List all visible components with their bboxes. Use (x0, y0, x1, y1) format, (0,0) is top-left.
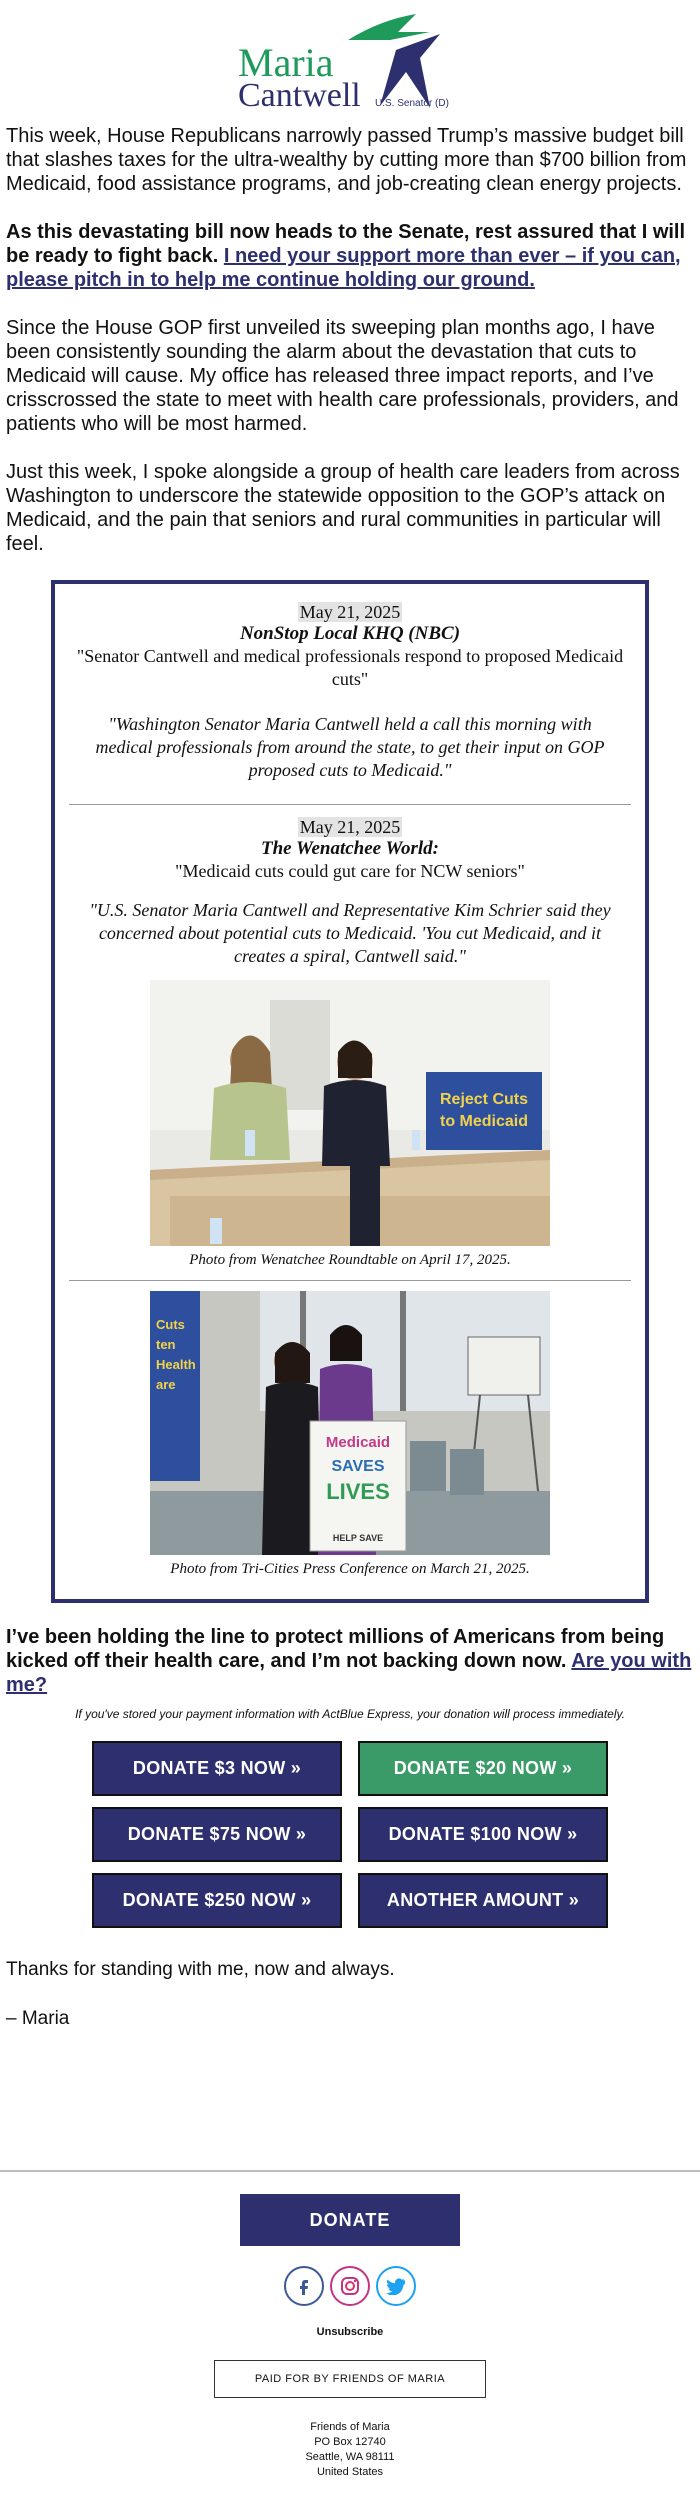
logo-line2: Cantwell (238, 77, 361, 114)
press-headline: "Senator Cantwell and medical professionals respond to proposed Medicaid cuts" (76, 646, 624, 689)
press-date: May 21, 2025 (299, 602, 401, 622)
are-you-with-me-link[interactable]: Are you with me? (6, 1650, 692, 1696)
press-item (69, 815, 631, 980)
poster-line3: LIVES (326, 1479, 390, 1504)
intro-paragraph-2 (0, 220, 700, 292)
donate-100-button[interactable]: DONATE $100 NOW » (358, 1807, 608, 1862)
press-item (69, 600, 631, 794)
press-coverage-box (51, 580, 649, 1603)
donate-75-button[interactable]: DONATE $75 NOW » (92, 1807, 342, 1862)
intro-paragraph-1: This week, House Republicans narrowly passed Trump’s massive budget bill that slashes taxes for the ultra-wealthy by cutting more than $700 billion from Medicaid, food assistance programs, and job-creating clean energy projects. (6, 125, 687, 195)
photo-caption: Photo from Tri-Cities Press Conference on March 21, 2025. (170, 1561, 530, 1577)
poster-line4: HELP SAVE (332, 1533, 384, 1543)
press-outlet: NonStop Local KHQ (NBC) (239, 623, 461, 644)
maria-cantwell-logo-icon (230, 10, 470, 120)
footer-donate-button[interactable]: DONATE (240, 2194, 460, 2246)
poster-line2: SAVES (331, 1458, 385, 1475)
email-footer (0, 2172, 700, 2488)
cta-bold-text: I’ve been holding the line to protect millions of Americans from being kicked off their health care, and I’m not backing down now. (6, 1626, 665, 1672)
intro-bold-text: As this devastating bill now heads to the Senate, rest assured that I will be ready to fight back. (6, 221, 686, 267)
paid-for-disclaimer: PAID FOR BY FRIENDS OF MARIA (214, 2360, 486, 2398)
logo-line1: Maria (238, 40, 334, 85)
press-date: May 21, 2025 (299, 817, 401, 837)
press-quote: "Washington Senator Maria Cantwell held a call this morning with medical professionals from around the state, to get their input on GOP proposed cuts to Medicaid." (95, 714, 605, 780)
donate-250-button[interactable]: DONATE $250 NOW » (92, 1873, 342, 1928)
poster-line1: Medicaid (325, 1434, 391, 1451)
press-outlet: The Wenatchee World: (260, 838, 440, 859)
photo-sign-line2: to Medicaid (439, 1113, 529, 1130)
signature: – Maria (6, 2008, 70, 2029)
facebook-icon[interactable] (284, 2266, 324, 2306)
address-line: PO Box 12740 (314, 2436, 386, 2448)
cta-paragraph (0, 1625, 700, 1697)
photo2-sign-line1: Cuts (156, 1317, 185, 1332)
press-divider (69, 804, 631, 805)
donate-20-button[interactable]: DONATE $20 NOW » (358, 1741, 608, 1796)
photo2-sign-line3: Health (156, 1357, 196, 1372)
mailing-address (0, 2420, 700, 2488)
donate-3-button[interactable]: DONATE $3 NOW » (92, 1741, 342, 1796)
press-headline: "Medicaid cuts could gut care for NCW seniors" (175, 861, 525, 881)
address-line: United States (316, 2466, 384, 2478)
instagram-icon[interactable] (330, 2266, 370, 2306)
twitter-icon[interactable] (376, 2266, 416, 2306)
logo-tagline: U.S. Senator (D) (375, 98, 449, 109)
photo2-sign-line4: are (156, 1377, 176, 1392)
intro-paragraph-3: Since the House GOP first unveiled its sweeping plan months ago, I have been consistently sounding the alarm about the devastation that cuts to Medicaid will cause. My office has released three impact reports, and I’ve crisscrossed the state to meet with health care professionals, providers, and patients who will be most harmed. (6, 317, 679, 435)
photo-sign-line1: Reject Cuts (439, 1091, 529, 1108)
address-line: Friends of Maria (310, 2421, 390, 2433)
photo2-sign-line2: ten (156, 1337, 176, 1352)
social-links (0, 2266, 700, 2306)
roundtable-photo (150, 980, 550, 1246)
support-link[interactable]: I need your support more than ever – if you can, please pitch in to help me continue holding our ground. (6, 245, 681, 291)
another-amount-button[interactable]: ANOTHER AMOUNT » (358, 1873, 608, 1928)
campaign-logo (0, 0, 700, 124)
press-divider (69, 1280, 631, 1281)
press-quote: "U.S. Senator Maria Cantwell and Representative Kim Schrier said they concerned about potential cuts to Medicaid. 'You cut Medicaid, and it creates a spiral, Cantwell said." (89, 900, 611, 966)
donate-button-grid (92, 1741, 608, 1928)
unsubscribe-link[interactable]: Unsubscribe (316, 2326, 384, 2338)
press-conference-photo (150, 1291, 550, 1555)
thanks-text: Thanks for standing with me, now and always. (6, 1959, 395, 1980)
address-line: Seattle, WA 98111 (305, 2451, 395, 2463)
intro-paragraph-4: Just this week, I spoke alongside a group of health care leaders from across Washington to underscore the statewide opposition to the GOP’s attack on Medicaid, and the pain that seniors and rural communities in particular will feel. (6, 461, 680, 555)
photo-caption: Photo from Wenatchee Roundtable on April 17, 2025. (189, 1252, 511, 1268)
actblue-note: If you've stored your payment information with ActBlue Express, your donation will process immediately. (75, 1707, 625, 1721)
